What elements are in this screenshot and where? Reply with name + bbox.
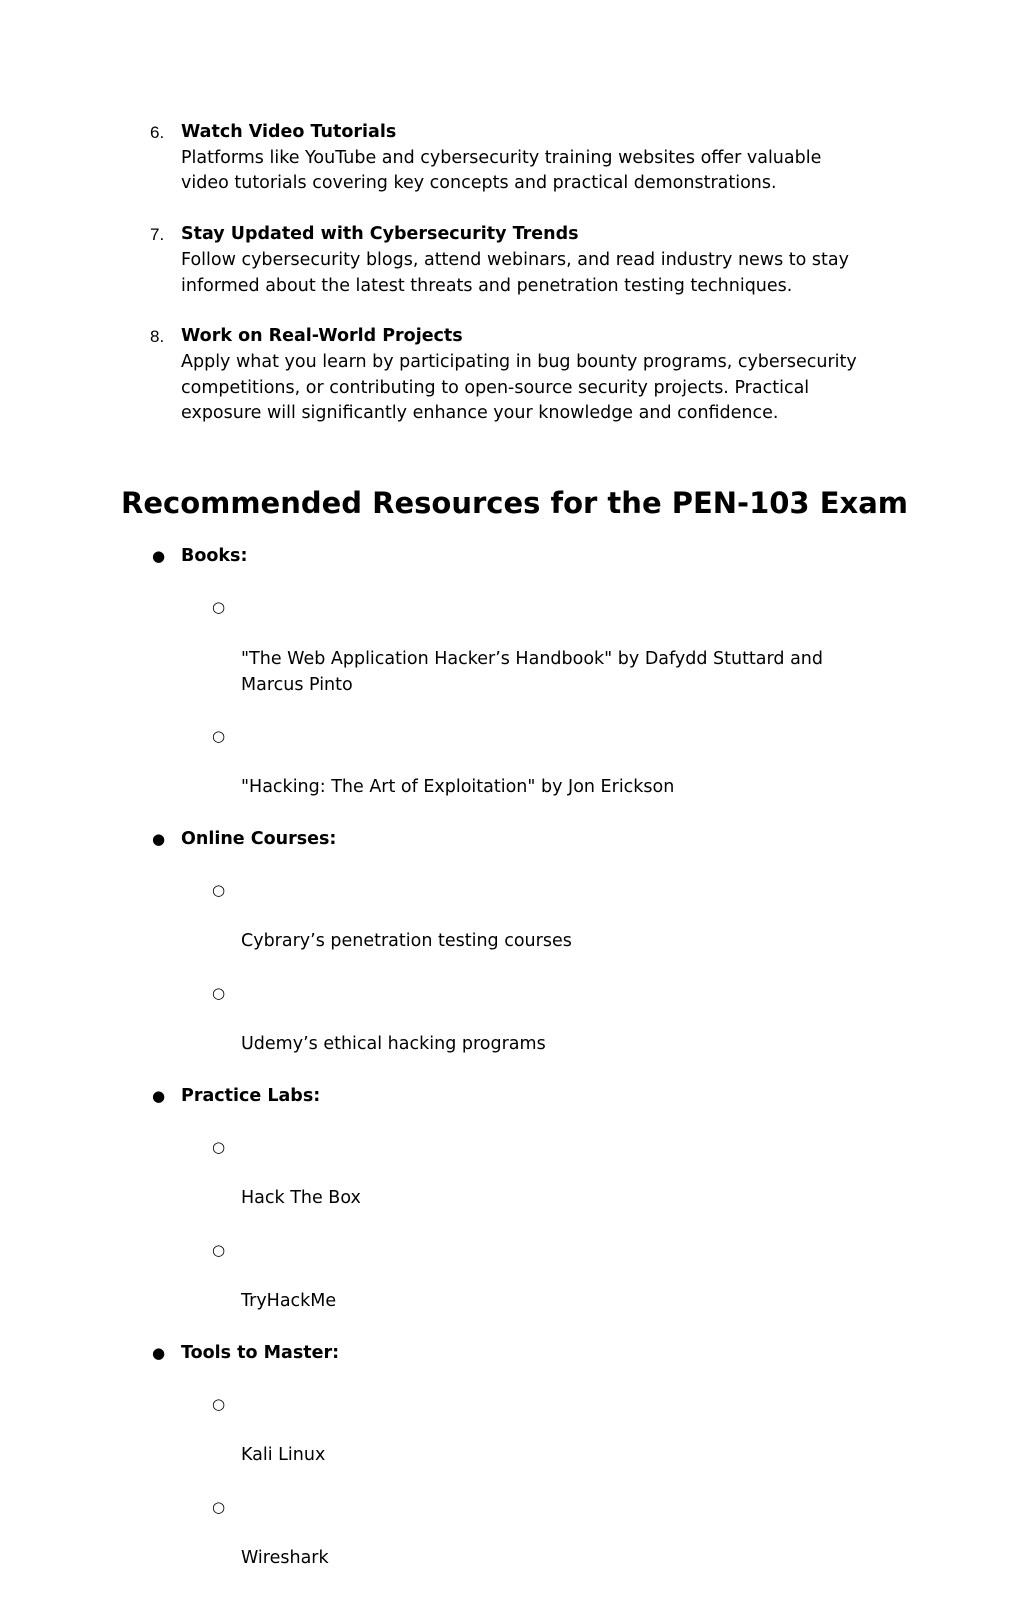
hollow-bullet-icon: ○ xyxy=(212,1138,226,1157)
step-item xyxy=(150,222,910,299)
hollow-bullet-icon: ○ xyxy=(212,1395,226,1414)
section-heading: Recommended Resources for the PEN-103 Exam xyxy=(121,486,909,520)
resource-sublist xyxy=(152,878,912,1058)
hollow-bullet-icon: ○ xyxy=(212,881,226,900)
hollow-bullet-icon: ○ xyxy=(212,726,226,745)
step-body: Platforms like YouTube and cybersecurity training websites offer valuable video tutorials covering key concepts and practical demonstrations. xyxy=(181,147,822,194)
resource-item xyxy=(212,1495,912,1572)
step-item xyxy=(150,120,910,197)
bullet-icon: ● xyxy=(152,547,166,565)
resource-sublist xyxy=(152,1135,912,1315)
resource-item xyxy=(212,1392,912,1469)
resource-item xyxy=(212,724,912,801)
resource-item-text: TryHackMe xyxy=(241,1291,337,1312)
category-row xyxy=(152,827,912,853)
resource-item-text: "The Web Application Hacker’s Handbook" by Dafydd Stuttard and Marcus Pinto xyxy=(241,648,823,695)
step-item xyxy=(150,324,910,427)
resources-list xyxy=(152,544,912,1598)
step-title: Work on Real-World Projects xyxy=(181,326,463,347)
step-title: Watch Video Tutorials xyxy=(181,122,397,142)
resource-category xyxy=(152,544,912,801)
step-number: 6. xyxy=(150,123,165,142)
resource-sublist xyxy=(152,1392,912,1572)
category-row xyxy=(152,1341,912,1367)
numbered-steps-list xyxy=(150,120,910,452)
resource-item xyxy=(212,1135,912,1212)
resource-item xyxy=(212,981,912,1058)
step-number: 8. xyxy=(150,327,165,347)
hollow-bullet-icon: ○ xyxy=(212,598,226,617)
resource-item-text: Kali Linux xyxy=(241,1445,326,1466)
resource-item-text: Hack The Box xyxy=(241,1188,361,1209)
category-row xyxy=(152,544,912,570)
resource-category xyxy=(152,1084,912,1315)
resource-item-text: Udemy’s ethical hacking programs xyxy=(241,1034,546,1055)
category-label: Books: xyxy=(181,546,248,566)
resource-sublist xyxy=(152,595,912,801)
bullet-icon: ● xyxy=(152,1086,166,1105)
resource-item xyxy=(212,878,912,955)
step-title: Stay Updated with Cybersecurity Trends xyxy=(181,224,579,245)
resource-category xyxy=(152,827,912,1058)
resource-item-text: Cybrary’s penetration testing courses xyxy=(241,931,572,952)
hollow-bullet-icon: ○ xyxy=(212,1240,226,1259)
category-label: Tools to Master: xyxy=(181,1342,340,1363)
category-label: Online Courses: xyxy=(181,828,337,849)
hollow-bullet-icon: ○ xyxy=(212,983,226,1002)
resource-item xyxy=(212,595,912,698)
resource-item-text: Wireshark xyxy=(241,1548,329,1569)
resource-item-text: "Hacking: The Art of Exploitation" by Jon Erickson xyxy=(241,777,675,798)
bullet-icon: ● xyxy=(152,829,166,848)
step-body: Follow cybersecurity blogs, attend webinars, and read industry news to stay informed about the latest threats and penetration testing techniques. xyxy=(181,249,849,296)
resource-category xyxy=(152,1341,912,1572)
bullet-icon: ● xyxy=(152,1343,166,1362)
hollow-bullet-icon: ○ xyxy=(212,1497,226,1516)
step-number: 7. xyxy=(150,225,165,245)
category-row xyxy=(152,1084,912,1110)
category-label: Practice Labs: xyxy=(181,1085,321,1106)
step-body: Apply what you learn by participating in bug bounty programs, cybersecurity competitions, or contributing to open-source security projects. Practical exposure will significantly enhance your knowledge and confidence. xyxy=(181,351,857,424)
resource-item xyxy=(212,1238,912,1315)
